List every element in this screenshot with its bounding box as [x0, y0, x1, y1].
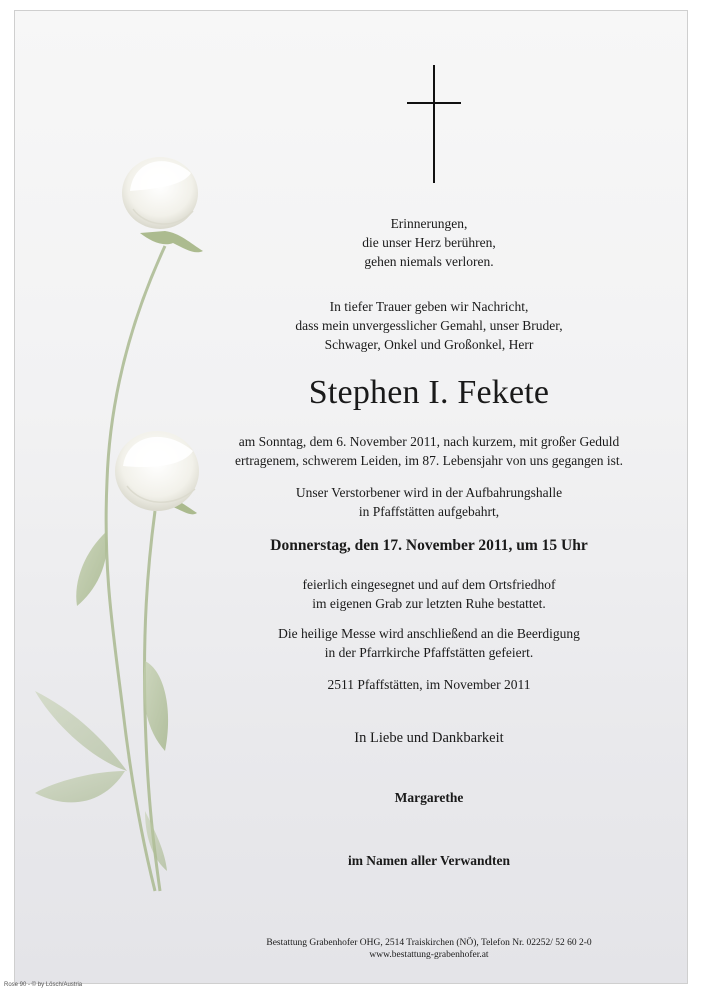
undertaker-footer [239, 937, 619, 961]
burial-line: feierlich eingesegnet und auf dem Ortsfriedhof [302, 577, 556, 592]
closing-text: In Liebe und Dankbarkeit [354, 730, 504, 746]
place-date-block [239, 675, 619, 694]
quote-line: gehen niemals verloren. [364, 254, 494, 269]
undertaker-website[interactable]: www.bestattung-grabenhofer.at [369, 950, 489, 960]
death-details-line: ertragenem, schwerem Leiden, im 87. Lebensjahr von uns gegangen ist. [235, 453, 623, 468]
quote-line: Erinnerungen, [390, 216, 468, 231]
mourner-name: Margarethe [394, 790, 464, 805]
funeral-date-block [239, 536, 619, 555]
undertaker-info: Bestattung Grabenhofer OHG, 2514 Traiskirchen (NÖ), Telefon Nr. 02252/ 52 60 2-0 [266, 938, 592, 948]
family-block [239, 851, 619, 870]
imprint: Rose 90 - © by Lösch/Austria [4, 982, 83, 988]
family-text: im Namen aller Verwandten [347, 853, 511, 868]
burial-line: im eigenen Grab zur letzten Ruhe bestattet. [312, 596, 546, 611]
white-roses-illustration [15, 11, 245, 983]
announcement-line: In tiefer Trauer geben wir Nachricht, [329, 299, 529, 314]
announcement-line: Schwager, Onkel und Großonkel, Herr [324, 337, 534, 352]
memorial-quote [239, 214, 619, 271]
obituary-page [14, 10, 688, 984]
viewing-line: in Pfaffstätten aufgebahrt, [358, 504, 500, 519]
deceased-name: Stephen I. Fekete [308, 374, 550, 411]
viewing-info [239, 483, 619, 521]
cross-icon [407, 65, 461, 183]
quote-line: die unser Herz berühren, [362, 235, 496, 250]
mass-line: Die heilige Messe wird anschließend an die Beerdigung [278, 626, 580, 641]
announcement-line: dass mein unvergesslicher Gemahl, unser Bruder, [295, 318, 563, 333]
mourner-block [239, 788, 619, 807]
viewing-line: Unser Verstorbener wird in der Aufbahrungshalle [295, 485, 563, 500]
mass-line: in der Pfarrkirche Pfaffstätten gefeiert. [324, 645, 534, 660]
mass-info [239, 624, 619, 662]
closing-block [239, 729, 619, 748]
funeral-date: Donnerstag, den 17. November 2011, um 15 Uhr [270, 537, 588, 554]
place-date: 2511 Pfaffstätten, im November 2011 [327, 677, 531, 692]
death-details [229, 432, 629, 470]
announcement [239, 297, 619, 354]
death-details-line: am Sonntag, dem 6. November 2011, nach kurzem, mit großer Geduld [238, 434, 620, 449]
burial-info [239, 575, 619, 613]
deceased-name-block [239, 373, 619, 413]
